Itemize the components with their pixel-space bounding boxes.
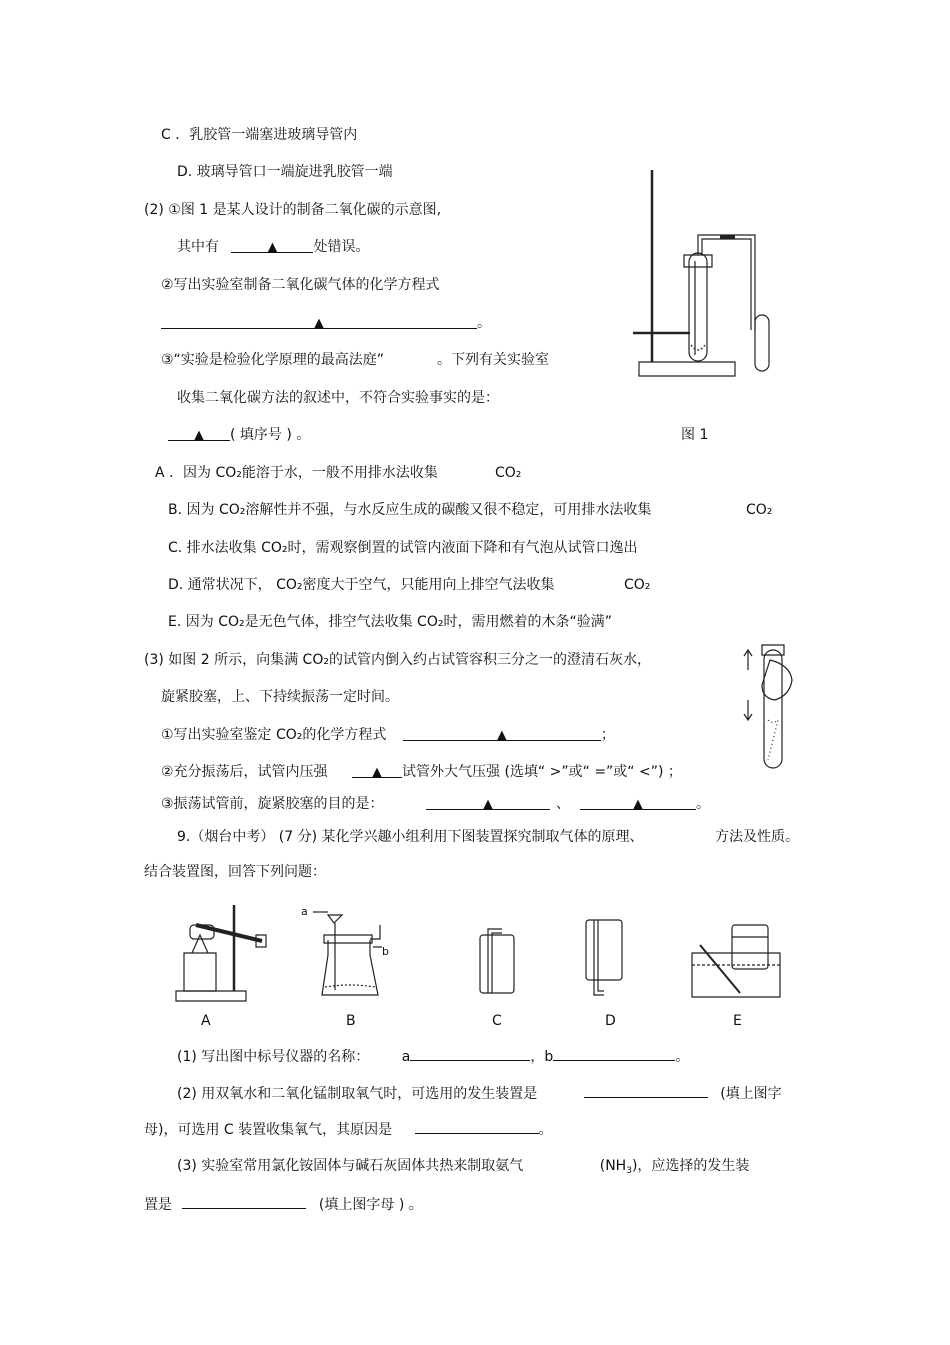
stopper bbox=[684, 255, 712, 267]
answer-blank-b[interactable] bbox=[553, 1046, 675, 1061]
triangle-icon: ▲ bbox=[372, 765, 383, 780]
q2-quote: ③“实验是检验化学原理的最高法庭” bbox=[161, 352, 385, 368]
q2-equation-line bbox=[161, 314, 491, 332]
answer-blank[interactable] bbox=[168, 426, 230, 441]
label-a: a bbox=[301, 905, 308, 918]
triangle-icon: ▲ bbox=[267, 240, 278, 255]
select-hint: ( 填序号 ) 。 bbox=[230, 427, 311, 443]
q2-equation-prompt: ②写出实验室制备二氧化碳气体的化学方程式 bbox=[161, 277, 440, 293]
option-d: D. 玻璃导管口一端旋进乳胶管一端 bbox=[177, 164, 393, 180]
shaking-tube bbox=[764, 650, 782, 768]
sub3-line-2 bbox=[144, 1194, 423, 1214]
liquid bbox=[691, 345, 705, 350]
apparatus-c bbox=[480, 929, 514, 993]
triangle-icon: ▲ bbox=[483, 797, 494, 812]
figure-2-hand-tube bbox=[740, 640, 800, 775]
figure-1-apparatus bbox=[625, 165, 770, 380]
answer-blank[interactable] bbox=[352, 763, 402, 778]
answer-blank[interactable] bbox=[580, 795, 696, 810]
collection-tube bbox=[755, 315, 769, 371]
sub1-b: ，b bbox=[530, 1049, 554, 1065]
sub3-line bbox=[177, 1157, 749, 1180]
label-B: B bbox=[346, 1013, 356, 1029]
answer-blank-a[interactable] bbox=[410, 1046, 530, 1061]
answer-blank[interactable] bbox=[403, 726, 601, 741]
q2-collect-prompt: 收集二氧化碳方法的叙述中，不符合实验事实的是： bbox=[177, 390, 499, 406]
ammonia-formula: (NH bbox=[599, 1158, 627, 1174]
separator: 、 bbox=[556, 796, 571, 812]
period: 。 bbox=[675, 1049, 690, 1065]
sub3-prompt-c: 置是 bbox=[144, 1197, 172, 1213]
limewater bbox=[768, 720, 778, 760]
q3-pressure-line bbox=[161, 763, 682, 781]
test-tube bbox=[689, 253, 707, 361]
q9-instruction: 结合装置图，回答下列问题： bbox=[144, 864, 326, 880]
sub1-prompt: (1) 写出图中标号仪器的名称： bbox=[177, 1049, 370, 1065]
apparatus-strip bbox=[170, 895, 790, 1005]
sub3-prompt: (3) 实验室常用氯化铵固体与碱石灰固体共热来制取氨气 bbox=[177, 1158, 524, 1174]
hand bbox=[762, 660, 792, 700]
apparatus-b bbox=[313, 912, 382, 995]
choice-e: E. 因为 CO₂是无色气体，排空气法收集 CO₂时，需用燃着的木条“验满” bbox=[168, 614, 612, 630]
triangle-icon: ▲ bbox=[314, 316, 324, 331]
q2-quote-b: 。下列有关实验室 bbox=[437, 352, 549, 368]
semicolon: ； bbox=[600, 727, 615, 743]
choice-c: C. 排水法收集 CO₂时，需观察倒置的试管内液面下降和有气泡从试管口逸出 bbox=[168, 540, 638, 556]
q3-intro: (3) 如图 2 所示，向集满 CO₂的试管内倒入约占试管容积三分之一的澄清石灰水， bbox=[144, 652, 651, 668]
subscript: 3 bbox=[626, 1166, 632, 1176]
choice-a-end: CO₂ bbox=[495, 465, 522, 481]
arrow-down-icon bbox=[744, 700, 752, 720]
sub2-line-2 bbox=[144, 1119, 553, 1139]
sub2-line bbox=[177, 1083, 782, 1103]
choice-d-end: CO₂ bbox=[624, 577, 651, 593]
sub2-hint: (填上图字 bbox=[720, 1086, 782, 1102]
sub3-prompt-b: )，应选择的发生装 bbox=[631, 1158, 750, 1174]
choice-d: D. 通常状况下， CO₂密度大于空气，只能用向上排空气法收集 bbox=[168, 577, 555, 593]
q3-stopper-line bbox=[161, 795, 710, 813]
period: 。 bbox=[538, 1122, 553, 1138]
triangle-icon: ▲ bbox=[194, 428, 204, 443]
apparatus-e bbox=[692, 925, 780, 997]
q2-intro: (2) ①图 1 是某人设计的制备二氧化碳的示意图, bbox=[144, 202, 442, 218]
period: 。 bbox=[696, 796, 711, 812]
sub1-line bbox=[177, 1046, 689, 1066]
q3-pressure-prompt: ②充分振荡后，试管内压强 bbox=[161, 764, 328, 780]
q3-equation-prompt: ①写出实验室鉴定 CO₂的化学方程式 bbox=[161, 727, 387, 743]
answer-blank[interactable] bbox=[161, 314, 477, 329]
choice-b: B. 因为 CO₂溶解性并不强，与水反应生成的碳酸又很不稳定，可用排水法收集 bbox=[168, 502, 652, 518]
sub3-hint: (填上图字母 ) 。 bbox=[318, 1197, 423, 1213]
stand-base bbox=[639, 362, 735, 376]
apparatus-d bbox=[586, 920, 622, 995]
q2-select-line bbox=[168, 426, 310, 444]
answer-blank[interactable] bbox=[426, 795, 550, 810]
label-E: E bbox=[733, 1013, 742, 1029]
label-D: D bbox=[605, 1013, 616, 1029]
q9-intro-b: 方法及性质。 bbox=[715, 829, 799, 845]
delivery-tube-inner bbox=[702, 239, 751, 330]
q2-blank-line bbox=[177, 238, 369, 256]
option-c: C ．乳胶管一端塞进玻璃导管内 bbox=[161, 127, 358, 143]
triangle-icon: ▲ bbox=[633, 797, 644, 812]
label-C: C bbox=[492, 1013, 502, 1029]
sub2-reason-prompt: 母)，可选用 C 装置收集氧气，其原因是 bbox=[144, 1122, 393, 1138]
q3-stopper-prompt: ③振荡试管前，旋紧胶塞的目的是： bbox=[161, 796, 384, 812]
label-A: A bbox=[201, 1013, 211, 1029]
q3-equation-line bbox=[161, 726, 615, 744]
q2-text-b: 处错误。 bbox=[313, 239, 370, 255]
arrow-up-icon bbox=[744, 650, 752, 670]
answer-blank[interactable] bbox=[182, 1194, 306, 1209]
answer-blank[interactable] bbox=[584, 1083, 708, 1098]
sub2-prompt: (2) 用双氧水和二氧化锰制取氧气时，可选用的发生装置是 bbox=[177, 1086, 538, 1102]
triangle-icon: ▲ bbox=[496, 728, 507, 743]
choice-a: A ．因为 CO₂能溶于水，一般不用排水法收集 bbox=[155, 465, 438, 481]
q3-shake: 旋紧胶塞，上、下持续振荡一定时间。 bbox=[161, 689, 399, 705]
sub1-a: a bbox=[401, 1049, 411, 1065]
q2-text-a: 其中有 bbox=[177, 239, 219, 255]
period: 。 bbox=[477, 315, 491, 331]
q9-intro: 9.（烟台中考） (7 分) 某化学兴趣小组利用下图装置探究制取气体的原理、 bbox=[177, 829, 644, 845]
label-b: b bbox=[382, 945, 389, 958]
answer-blank[interactable] bbox=[231, 238, 313, 253]
figure-1-caption: 图 1 bbox=[681, 427, 709, 443]
choice-b-end: CO₂ bbox=[746, 502, 773, 518]
apparatus-a bbox=[176, 905, 266, 1001]
answer-blank[interactable] bbox=[415, 1119, 539, 1134]
q3-pressure-hint: 试管外大气压强 (选填“ >”或“ =”或“ <”) ； bbox=[402, 764, 682, 780]
